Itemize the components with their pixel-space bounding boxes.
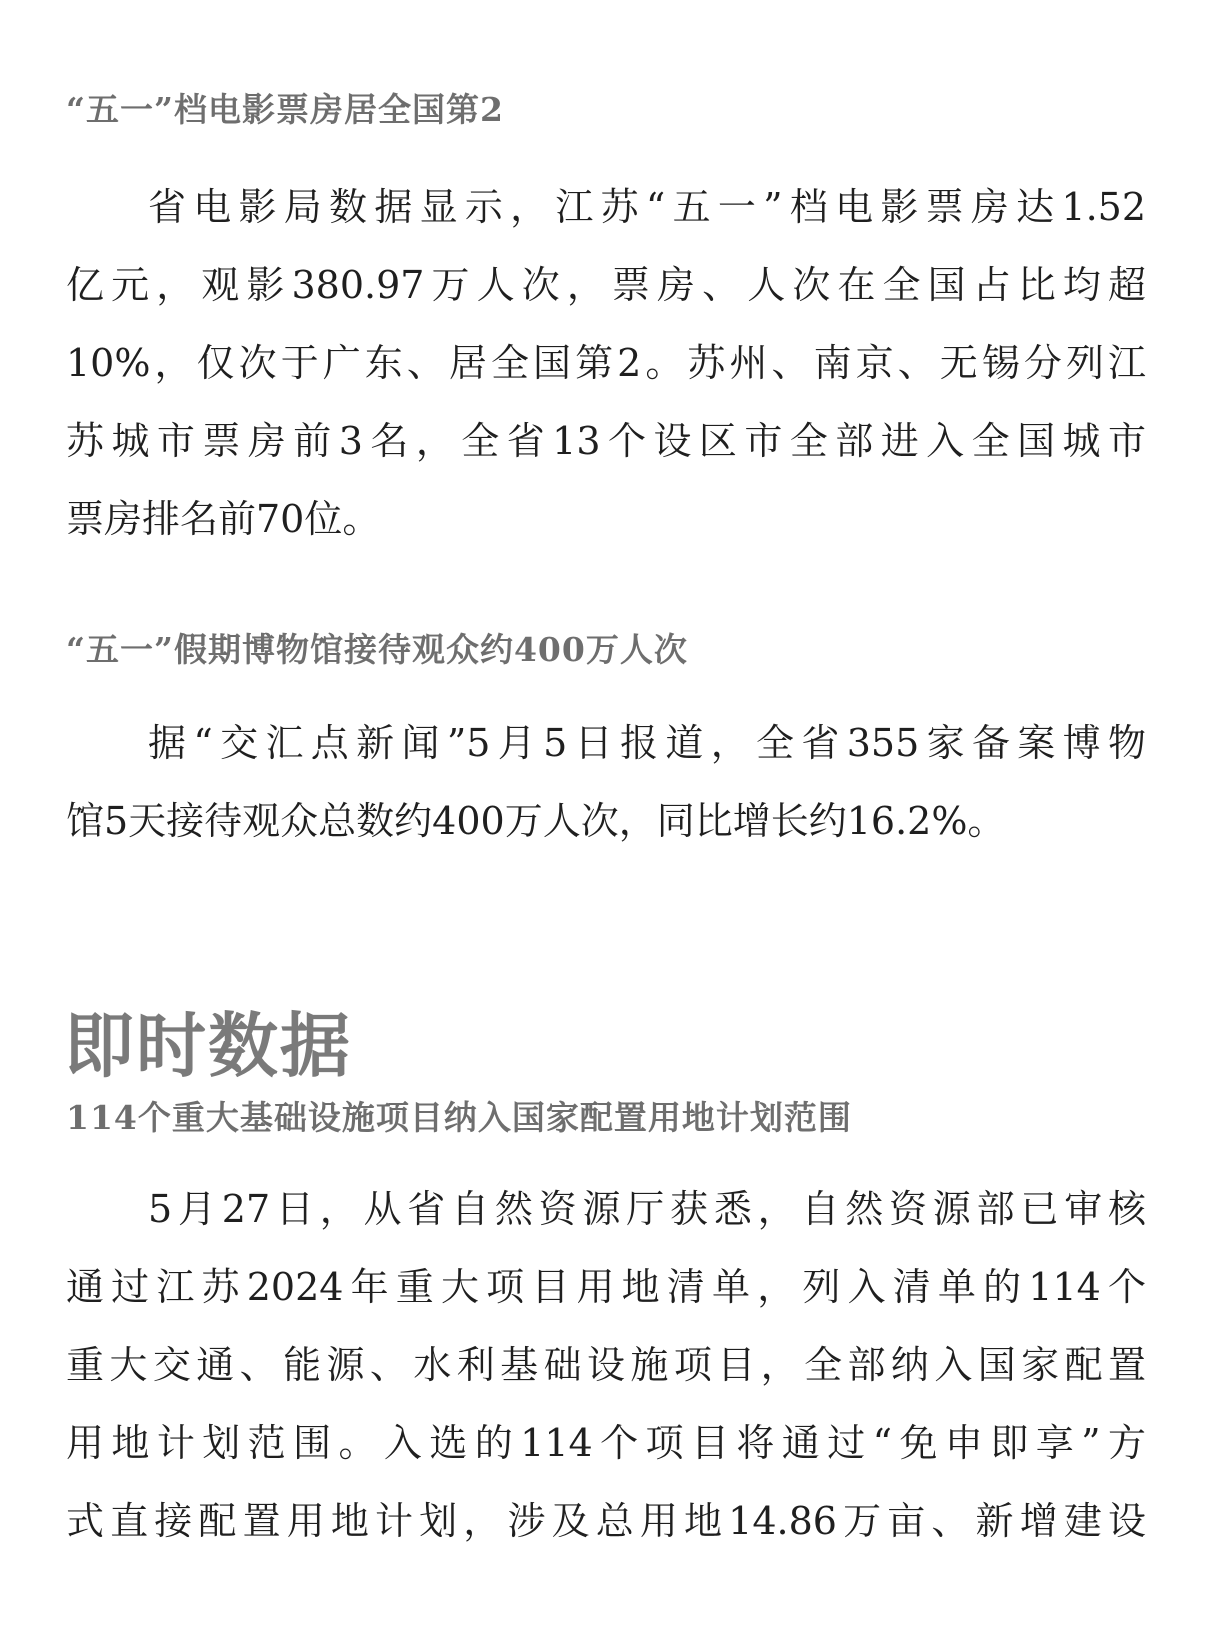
paragraph-line: 10%，仅次于广东、居全国第2。苏州、南京、无锡分列江 — [66, 341, 1146, 385]
article-heading-museums: “五一”假期博物馆接待观众约400万人次 — [66, 630, 688, 669]
article-body-museums — [66, 704, 1146, 860]
article-heading-box-office: “五一”档电影票房居全国第2 — [66, 90, 504, 129]
paragraph-line: 苏城市票房前3名，全省13个设区市全部进入全国城市 — [66, 419, 1146, 463]
paragraph-line: 5月27日，从省自然资源厅获悉，自然资源部已审核 — [148, 1187, 1146, 1231]
paragraph-line: 省电影局数据显示，江苏“五一”档电影票房达1.52 — [148, 185, 1146, 229]
article-heading-infrastructure: 114个重大基础设施项目纳入国家配置用地计划范围 — [66, 1098, 852, 1137]
article-body-box-office — [66, 168, 1146, 558]
paragraph-line: 重大交通、能源、水利基础设施项目，全部纳入国家配置 — [66, 1343, 1146, 1387]
paragraph-line: 式直接配置用地计划，涉及总用地14.86万亩、新增建设 — [66, 1499, 1146, 1543]
paragraph-line: 通过江苏2024年重大项目用地清单，列入清单的114个 — [66, 1265, 1146, 1309]
paragraph-line: 馆5天接待观众总数约400万人次，同比增长约16.2%。 — [66, 799, 1006, 843]
article-body-infrastructure — [66, 1170, 1146, 1560]
paragraph-line: 据“交汇点新闻”5月5日报道，全省355家备案博物 — [148, 721, 1146, 765]
section-title: 即时数据 — [64, 1005, 352, 1087]
paragraph-line: 用地计划范围。入选的114个项目将通过“免申即享”方 — [66, 1421, 1146, 1465]
paragraph-line: 票房排名前70位。 — [66, 497, 381, 541]
paragraph-line: 亿元，观影380.97万人次，票房、人次在全国占比均超 — [66, 263, 1146, 307]
